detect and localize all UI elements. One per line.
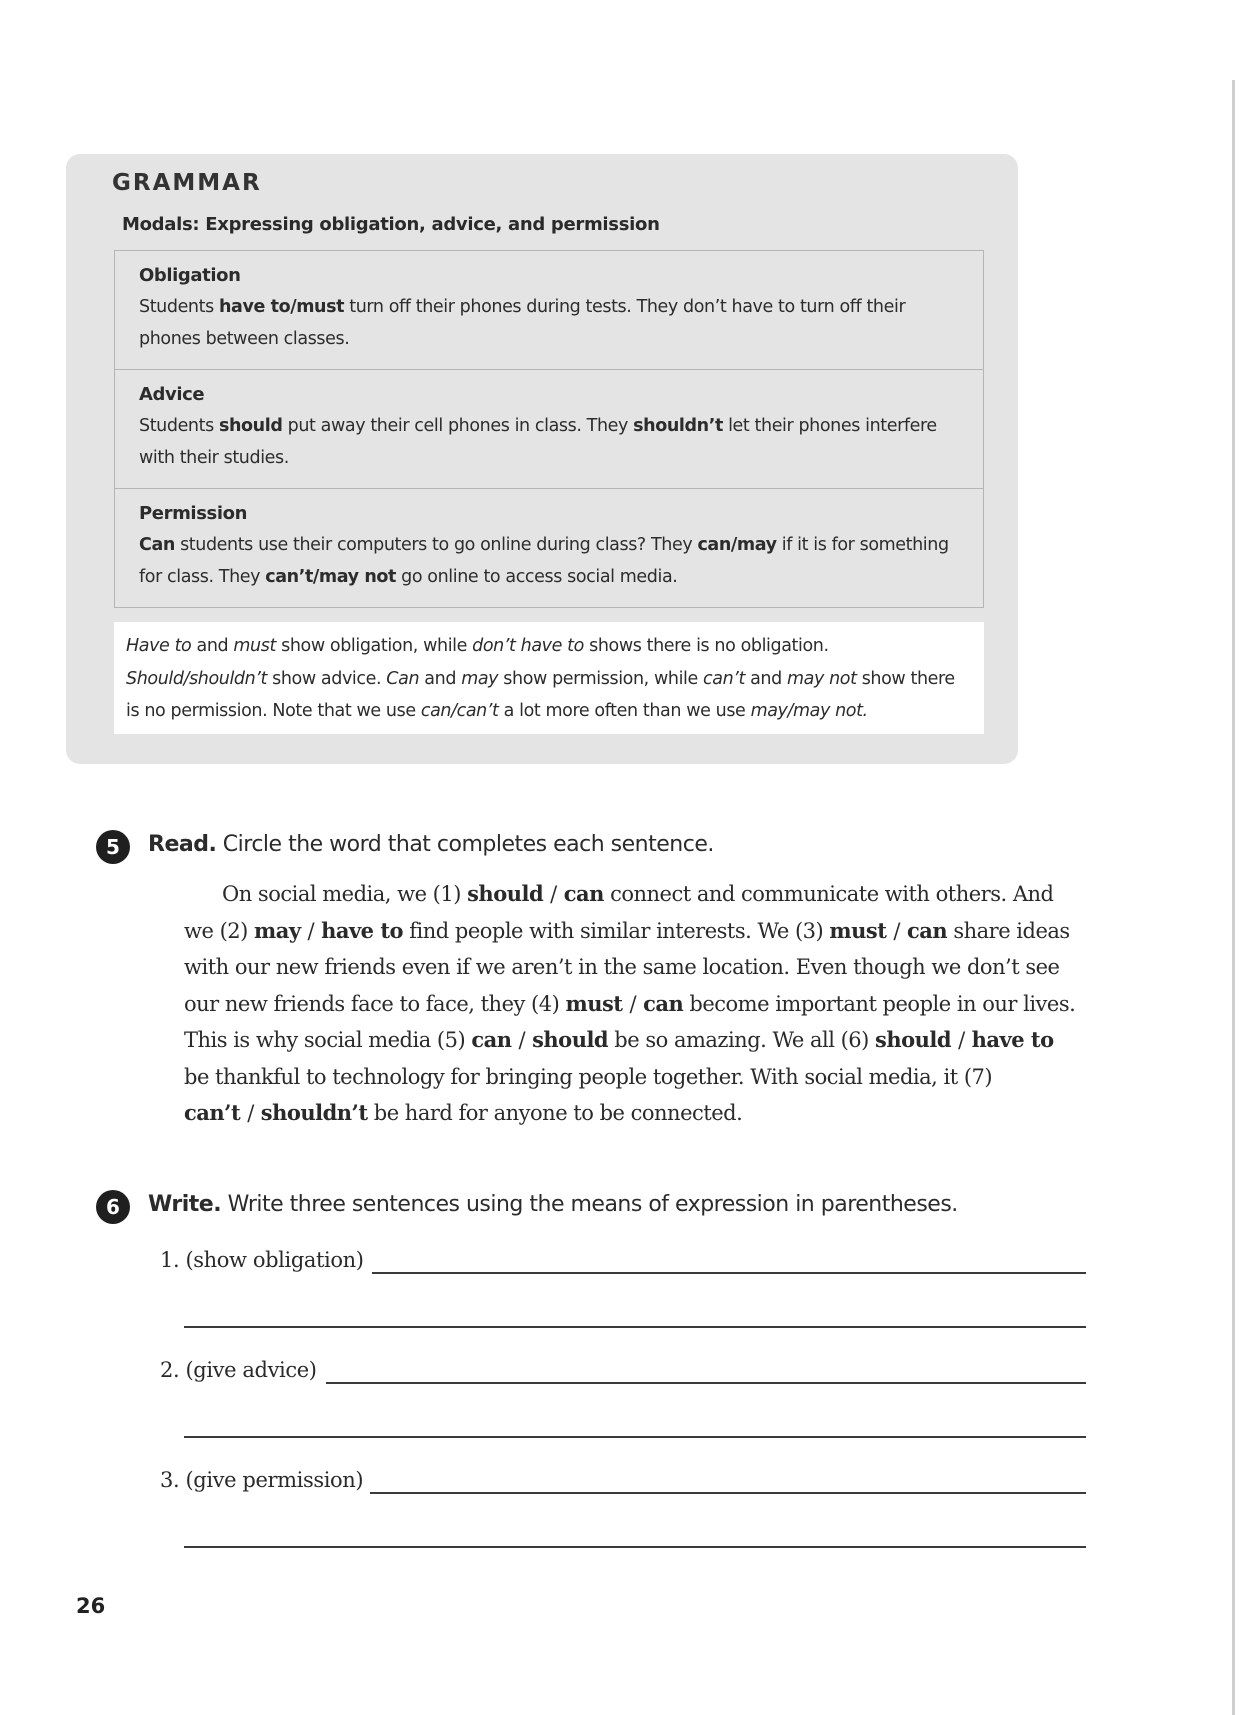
choice-option[interactable]: shouldn’t [260, 1100, 368, 1125]
grammar-rules-table [114, 250, 984, 608]
emphasis-bold: have to/must [218, 297, 345, 317]
emphasis-bold: can/may [697, 535, 777, 555]
rule-example [139, 291, 963, 355]
emphasis-bold: shouldn’t [633, 416, 723, 436]
passage-text: connect and communicate with others. And we (2) [184, 882, 1054, 943]
passage-text: be so amazing. We all (6) [608, 1028, 876, 1052]
rule-advice [115, 370, 983, 489]
text-run: shows there is no obligation. [583, 636, 829, 656]
exercise-5-instruction [148, 832, 714, 857]
choice-option[interactable]: may [254, 917, 301, 943]
choice-option[interactable]: should [467, 881, 544, 906]
choice-option[interactable]: have to [321, 917, 404, 943]
rule-obligation [115, 251, 983, 370]
choice-separator: / [247, 1101, 254, 1125]
text-run: put away their cell phones in class. They [282, 416, 634, 436]
answer-line[interactable] [326, 1382, 1086, 1384]
exercise-6-verb: Write. [148, 1192, 222, 1217]
exercise-5-instruction-text: Circle the word that completes each sentence. [216, 832, 714, 857]
emphasis-bold: should [218, 416, 283, 436]
choice-separator: / [307, 918, 315, 943]
passage-paragraph [184, 876, 1084, 1132]
answer-line[interactable] [372, 1272, 1086, 1274]
emphasis-italic: Should/shouldn’t [126, 668, 267, 689]
choice-separator: / [958, 1028, 965, 1052]
text-run: and [744, 668, 787, 689]
text-run: let their phones interfere with their studies. [139, 416, 937, 468]
choice-separator: / [629, 991, 637, 1016]
emphasis-italic: can/can’t [420, 701, 499, 721]
page-number: 26 [76, 1594, 106, 1618]
choice-option[interactable]: must [565, 990, 623, 1016]
choice-separator: / [893, 918, 900, 943]
text-run: show advice. [266, 668, 387, 689]
grammar-box [66, 154, 1018, 764]
text-run: Students [139, 416, 219, 436]
passage-text: share ideas with our new friends even if we aren’t in the same location. Even though we don’t see our new friends face to face, they (4) [184, 918, 1070, 1016]
rule-title: Obligation [139, 265, 241, 286]
exercise-6-number: 6 [96, 1190, 130, 1224]
emphasis-bold: can’t/may not [265, 567, 396, 587]
grammar-heading: GRAMMAR [112, 170, 262, 196]
reading-passage [184, 876, 1084, 1132]
choice-option[interactable]: have to [971, 1027, 1054, 1052]
emphasis-italic: may/may not. [750, 701, 868, 721]
answer-item-3-label: 3. (give permission) [160, 1468, 364, 1492]
answer-item-2-label: 2. (give advice) [160, 1358, 317, 1382]
choice-option[interactable]: can [563, 881, 604, 906]
rule-permission [115, 489, 983, 607]
rule-title: Advice [139, 384, 205, 405]
answer-item-1-label: 1. (show obligation) [160, 1248, 364, 1272]
exercise-5-number: 5 [96, 830, 130, 864]
text-run: show permission, while [498, 668, 704, 689]
emphasis-italic: may not [786, 668, 857, 689]
text-run: turn off their phones during tests. They don’t have to turn off their phones between classes. [139, 297, 906, 349]
emphasis-italic: Have to [126, 636, 192, 656]
rule-title: Permission [139, 503, 247, 524]
text-run: students use their computers to go online during class? They [174, 535, 698, 555]
text-run: show obligation, while [275, 636, 473, 656]
grammar-note [114, 622, 984, 734]
text-run: if it is for something for class. They [139, 535, 949, 587]
answer-line[interactable] [370, 1492, 1086, 1494]
rule-example [139, 410, 963, 474]
passage-text: become important people in our lives. This is why social media (5) [184, 991, 1076, 1052]
emphasis-italic: can’t [703, 668, 745, 689]
emphasis-bold: Can [139, 535, 175, 555]
passage-text: find people with similar interests. We (3) [403, 918, 830, 943]
rule-example [139, 529, 963, 593]
text-run: a lot more often than we use [498, 701, 751, 721]
choice-separator: / [518, 1028, 526, 1052]
exercise-5-verb: Read. [148, 832, 217, 857]
exercise-6-instruction [148, 1192, 958, 1217]
text-run: show there is no permission. Note that we use [126, 668, 955, 721]
passage-text: be hard for anyone to be connected. [367, 1101, 743, 1125]
text-run: and [191, 636, 234, 656]
choice-option[interactable]: can [906, 917, 948, 943]
exercise-6-instruction-text: Write three sentences using the means of expression in parentheses. [221, 1192, 958, 1217]
page-margin-rule [1232, 80, 1235, 1715]
text-run: go online to access social media. [395, 567, 678, 587]
answer-line[interactable] [184, 1326, 1086, 1328]
emphasis-italic: Can [386, 668, 420, 689]
choice-separator: / [550, 882, 557, 906]
passage-text: be thankful to technology for bringing people together. With social media, it (7) [184, 1064, 993, 1089]
passage-text: On social media, we (1) [222, 882, 468, 906]
answer-line[interactable] [184, 1436, 1086, 1438]
grammar-subtitle: Modals: Expressing obligation, advice, and permission [122, 214, 660, 235]
choice-option[interactable]: can [643, 990, 684, 1016]
choice-option[interactable]: can [471, 1027, 512, 1052]
emphasis-italic: must [233, 636, 276, 656]
text-run: and [419, 668, 462, 689]
answer-line[interactable] [184, 1546, 1086, 1548]
emphasis-italic: don’t have to [472, 636, 584, 656]
choice-option[interactable]: should [875, 1027, 952, 1052]
choice-option[interactable]: must [829, 917, 887, 943]
text-run: Students [139, 297, 219, 317]
emphasis-italic: may [461, 668, 499, 689]
choice-option[interactable]: can’t [184, 1100, 241, 1125]
choice-option[interactable]: should [532, 1027, 609, 1052]
